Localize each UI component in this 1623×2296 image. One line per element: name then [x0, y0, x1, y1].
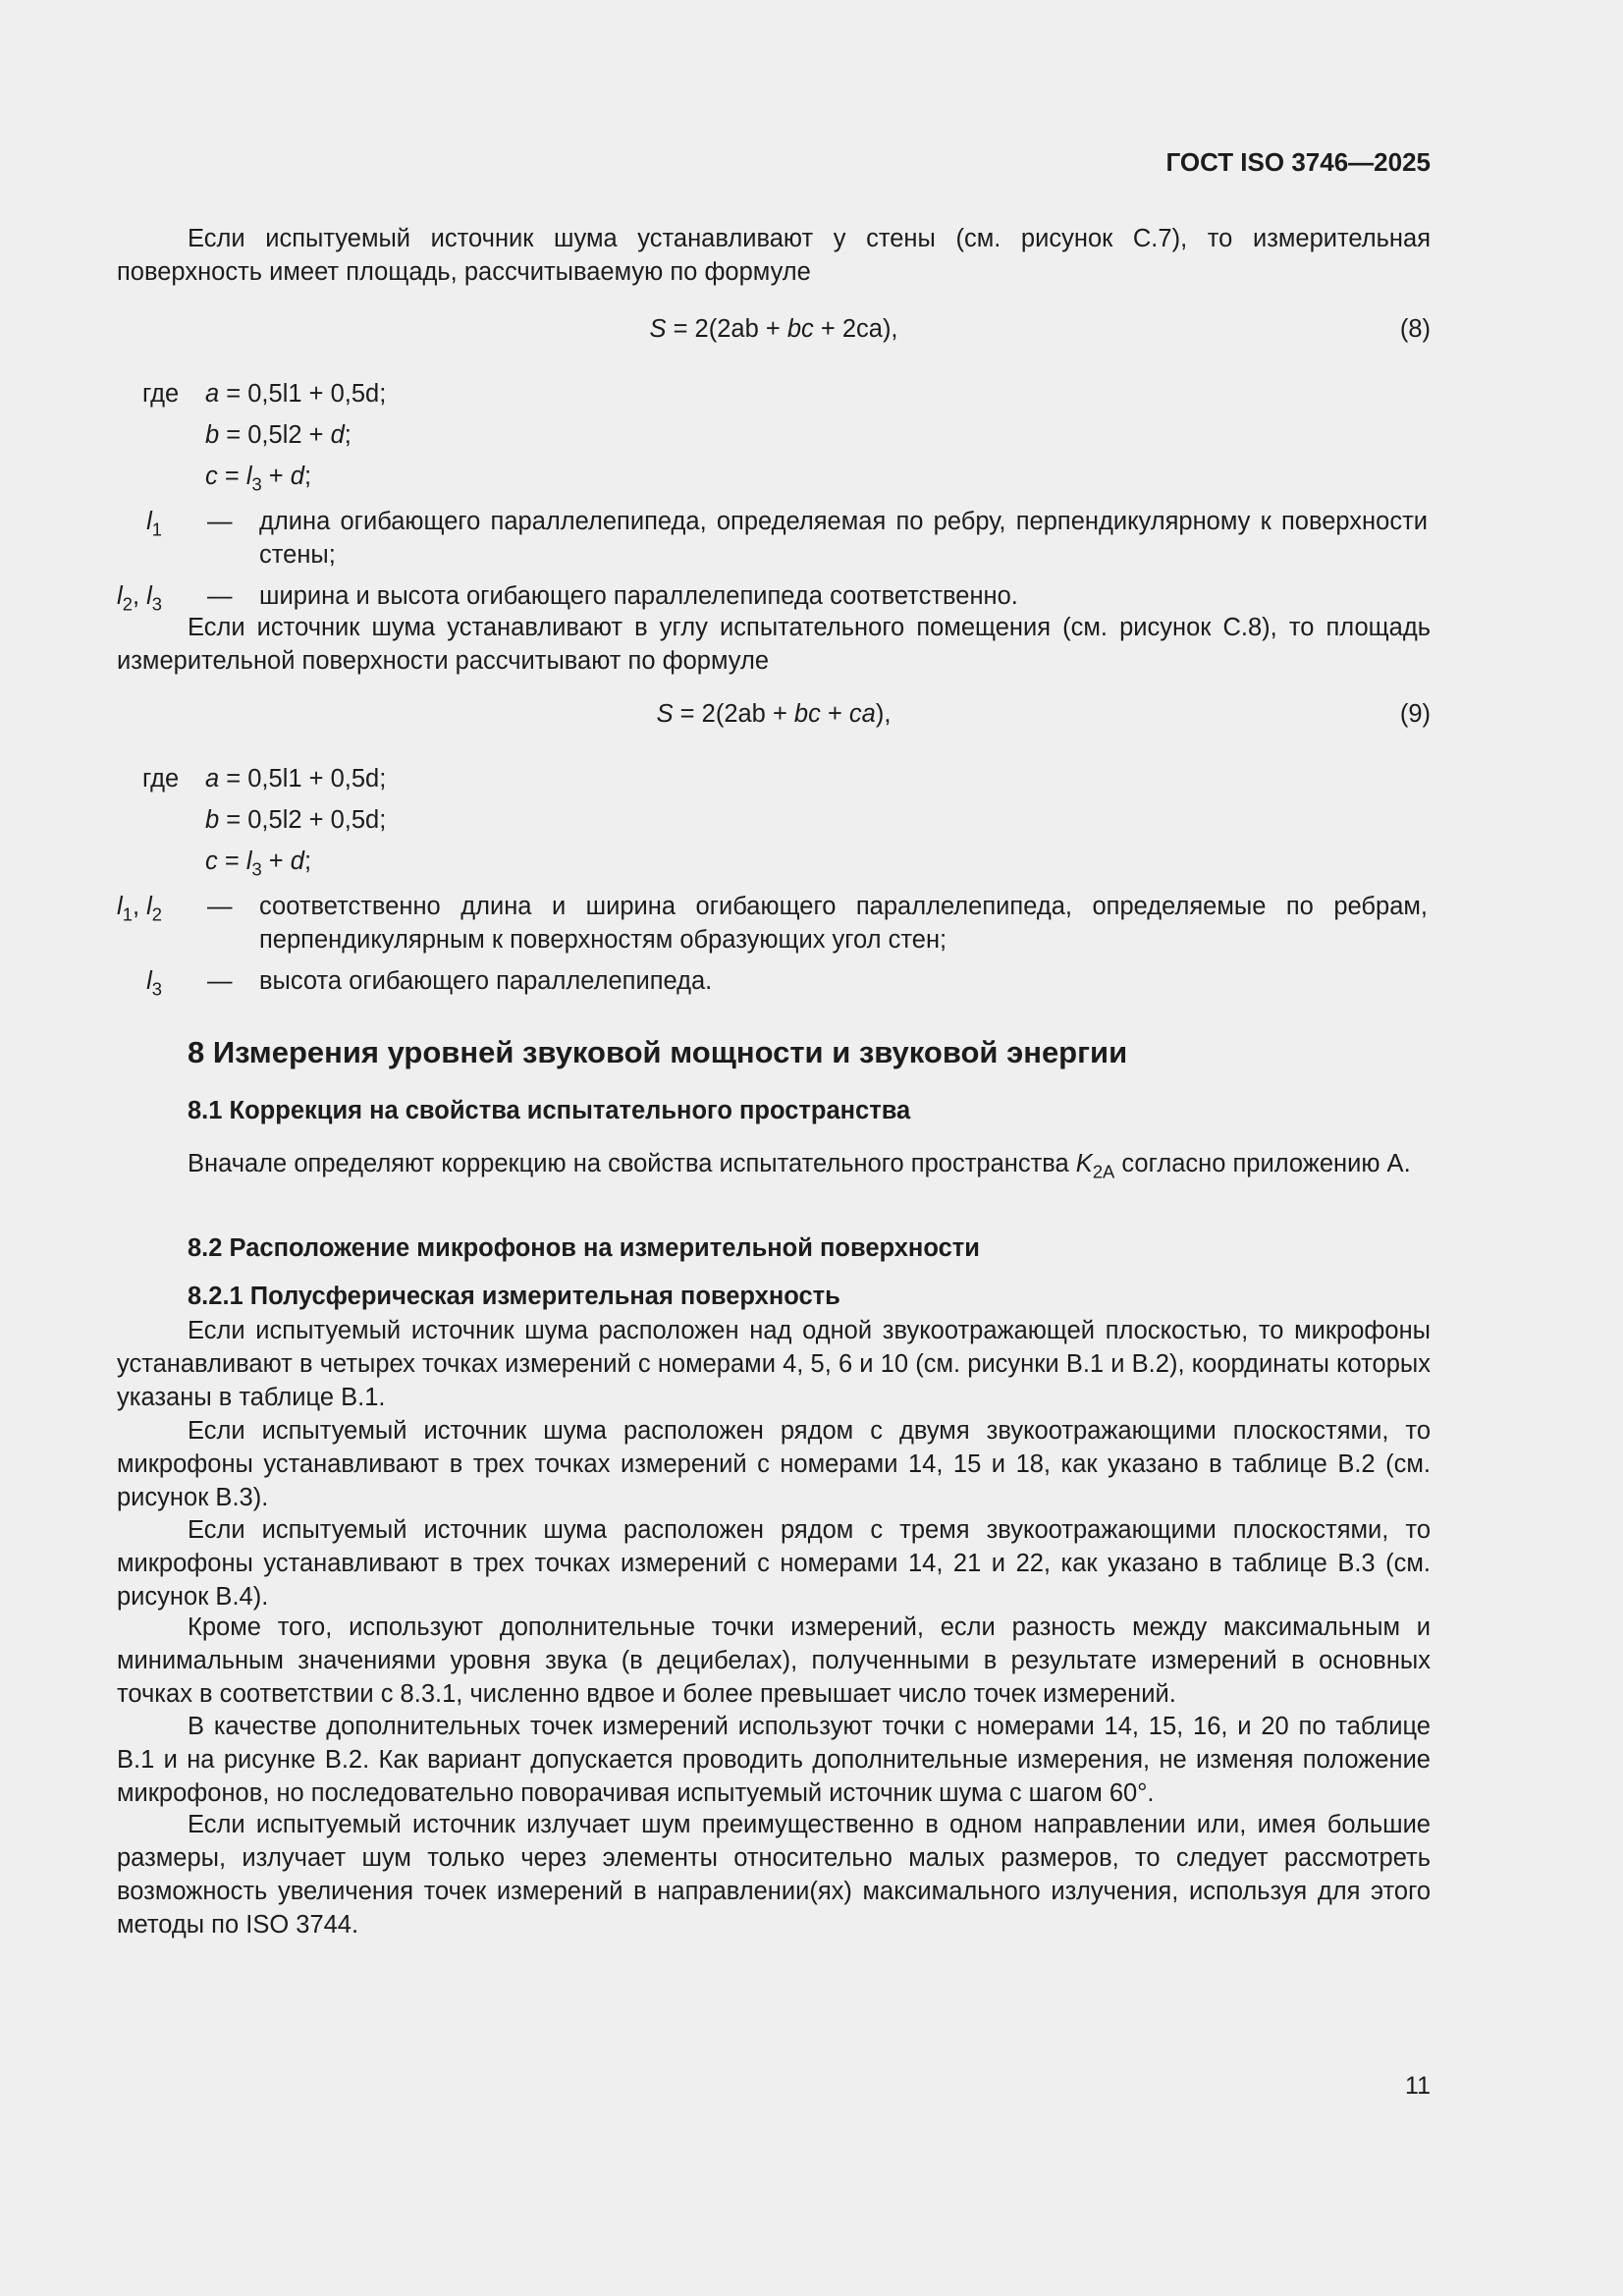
section-8-2-1-paragraph: Кроме того, используют дополнительные точки измерений, если разность между максимальным и минимальным значениями уровня звука (в децибелах), полученными в результате измерений в основных точках в соответствии с 8.3.1, численно вдвое и более превышает число точек измерений. — [117, 1613, 1431, 1708]
definition-dash: — — [207, 582, 233, 610]
definition-text: высота огибающего параллелепипеда. — [259, 967, 713, 995]
formula-9-expression: S = 2(2ab + bc + ca), — [656, 700, 892, 728]
intro-paragraph-wall: Если испытуемый источник шума устанавливают у стены (см. рисунок С.7), то измерительная поверхность имеет площадь, рассчитываемую по формуле — [117, 225, 1431, 286]
formula-8-expression: S = 2(2ab + bc + 2ca), — [649, 315, 898, 343]
section-8-2-1-paragraph: Если испытуемый источник шума расположен над одной звукоотражающей плоскостью, то микрофоны устанавливают в четырех точках измерений с номерами 4, 5, 6 и 10 (см. рисунки В.1 и В.2), координаты которых указаны в таблице В.1. — [117, 1317, 1431, 1411]
definition-dash: — — [207, 508, 233, 535]
definition-term: $l_3$ — [146, 967, 162, 1000]
section-8-2-heading: 8.2 Расположение микрофонов на измерительной поверхности — [188, 1234, 980, 1262]
section-8-2-1-paragraph: Если испытуемый источник излучает шум преимущественно в одном направлении или, имея большие размеры, излучает шум только через элементы относительно малых размеров, то следует рассмотреть возможность увеличения точек измерений в направлении(ях) максимального излучения, используя для этого методы по ISO 3744. — [117, 1811, 1431, 1939]
where-line-b: b = 0,5l2 + d; — [205, 421, 352, 449]
where-line-a: a = 0,5l1 + 0,5d; — [205, 380, 387, 408]
definition-term: $l_1$, $l_2$ — [117, 893, 162, 925]
section-8-2-1-paragraph: Если испытуемый источник шума расположен рядом с тремя звукоотражающими плоскостями, то микрофоны устанавливают в трех точках измерений с номерами 14, 21 и 22, как указано в таблице В.3 (см. рисунок В.4). — [117, 1516, 1431, 1611]
where-label: где — [142, 765, 180, 793]
section-8-1-heading: 8.1 Коррекция на свойства испытательного пространства — [188, 1097, 911, 1124]
section-8-2-1-paragraph: В качестве дополнительных точек измерений используют точки с номерами 14, 15, 16, и 20 по таблице В.1 и на рисунке В.2. Как вариант допускается проводить дополнительные измерения, не изменяя положение микрофонов, но последовательно поворачивая испытуемый источник шума с шагом 60°. — [117, 1713, 1431, 1807]
intro-paragraph-corner: Если источник шума устанавливают в углу испытательного помещения (см. рисунок С.8), то площадь измерительной поверхности рассчитывают по формуле — [117, 614, 1431, 675]
definition-term: $l_2$, $l_3$ — [117, 582, 162, 615]
definition-text: соответственно длина и ширина огибающего параллелепипеда, определяемые по ребрам, перпендикулярным к поверхностям образующих угол стен; — [259, 893, 1428, 954]
where-line-c: $c = l_3 + d$; — [205, 463, 312, 495]
section-8-heading: 8 Измерения уровней звуковой мощности и звуковой энергии — [188, 1035, 1128, 1069]
definition-term: $l_1$ — [146, 508, 162, 540]
where-line-c: $c = l_3 + d$; — [205, 847, 312, 880]
formula-8-number: (8) — [1399, 315, 1431, 343]
formula-9-number: (9) — [1399, 700, 1431, 728]
document-code-header: ГОСТ ISO 3746—2025 — [1165, 147, 1431, 177]
definition-text: ширина и высота огибающего параллелепипеда соответственно. — [259, 582, 1018, 610]
section-8-2-1-heading: 8.2.1 Полусферическая измерительная поверхность — [188, 1283, 840, 1310]
definition-dash: — — [207, 893, 233, 920]
where-line-a: a = 0,5l1 + 0,5d; — [205, 765, 387, 793]
section-8-1-text: Вначале определяют коррекцию на свойства испытательного пространства $K_{2A}$ согласно приложению А. — [188, 1150, 1411, 1182]
where-line-b: b = 0,5l2 + 0,5d; — [205, 806, 387, 834]
where-label: где — [142, 380, 180, 408]
section-8-2-1-paragraph: Если испытуемый источник шума расположен рядом с двумя звукоотражающими плоскостями, то микрофоны устанавливают в трех точках измерений с номерами 14, 15 и 18, как указано в таблице В.2 (см. рисунок В.3). — [117, 1417, 1431, 1511]
definition-dash: — — [207, 967, 233, 995]
page-number: 11 — [1405, 2072, 1431, 2100]
definition-text: длина огибающего параллелепипеда, определяемая по ребру, перпендикулярному к поверхности стены; — [259, 508, 1428, 569]
